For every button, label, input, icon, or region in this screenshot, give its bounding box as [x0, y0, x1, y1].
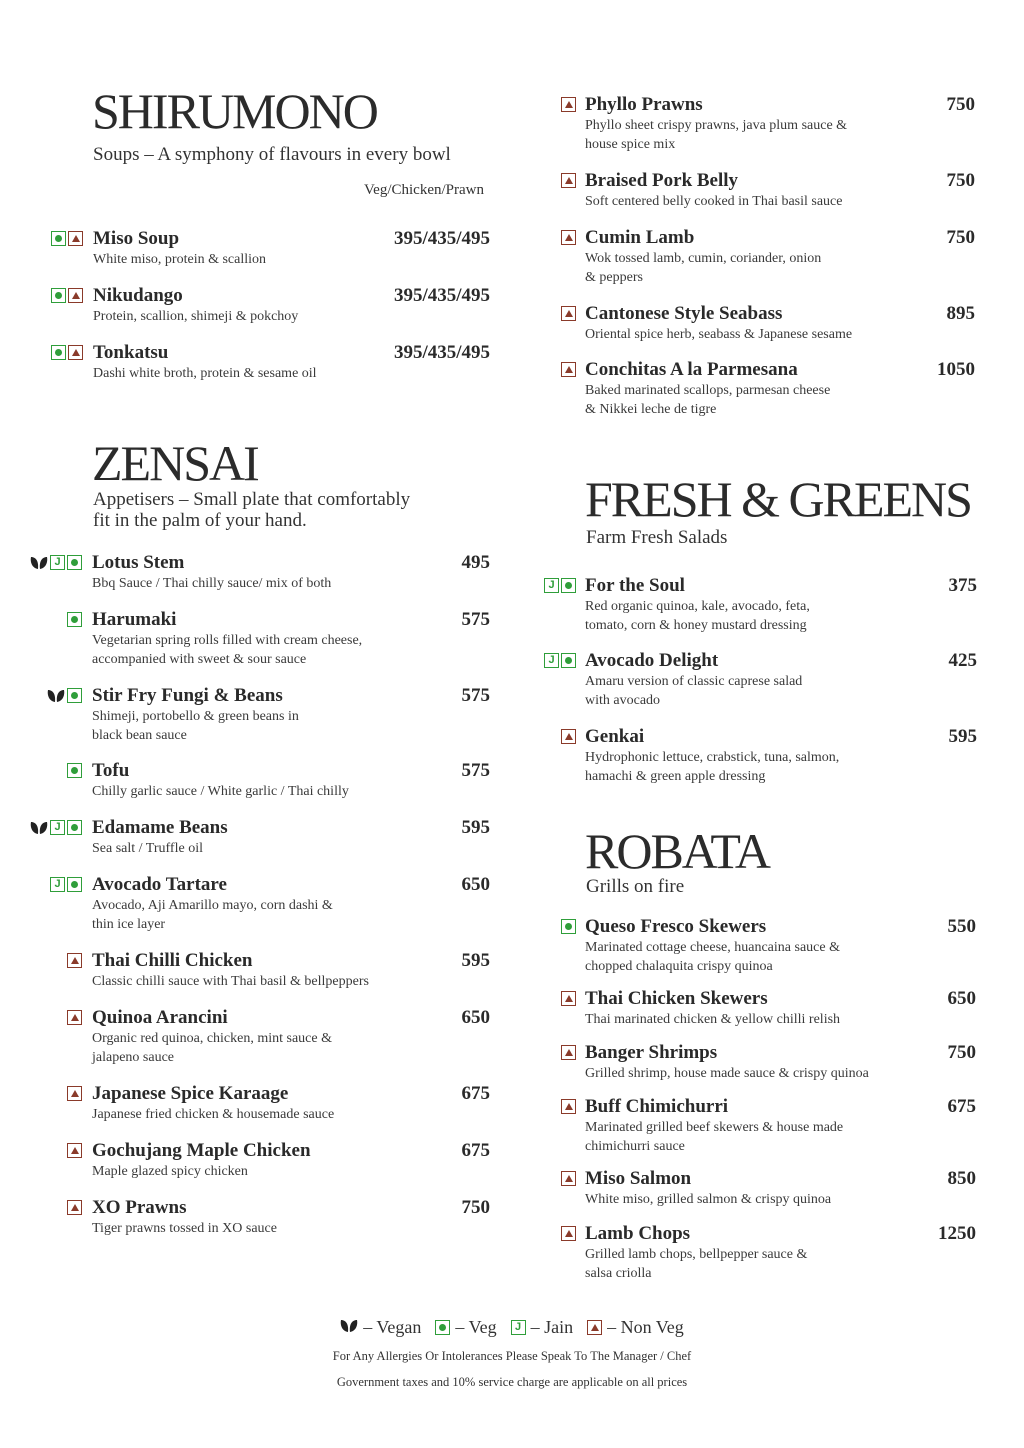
diet-legend — [0, 1314, 1024, 1340]
non-veg-icon — [67, 953, 82, 968]
item-price: 895 — [946, 303, 975, 324]
item-price: 750 — [461, 1197, 490, 1218]
veg-icon — [67, 555, 82, 570]
item-name: Japanese Spice Karaage — [92, 1083, 289, 1104]
section-subtitle: Appetisers – Small plate that comfortably fit in the palm of your hand. — [93, 489, 411, 531]
item-description: Thai marinated chicken & yellow chilli relish — [585, 1012, 841, 1027]
item-description: Japanese fried chicken & housemade sauce — [92, 1107, 335, 1122]
item-name: Thai Chilli Chicken — [92, 950, 253, 971]
non-veg-icon — [561, 1099, 576, 1114]
vegan-leaf-icon — [30, 555, 48, 570]
item-name: Gochujang Maple Chicken — [92, 1140, 311, 1161]
diet-icons — [0, 344, 83, 360]
item-name: Lotus Stem — [92, 552, 185, 573]
diet-icons — [0, 1085, 82, 1101]
diet-icons — [0, 1009, 82, 1025]
section-title: SHIRUMONO — [92, 83, 377, 139]
veg-icon — [67, 877, 82, 892]
item-name: Lamb Chops — [585, 1223, 691, 1244]
diet-icons — [512, 1225, 576, 1241]
item-name: Queso Fresco Skewers — [585, 916, 767, 937]
item-description: Amaru version of classic caprese salad with avocado — [585, 674, 803, 708]
item-description: Bbq Sauce / Thai chilly sauce/ mix of both — [92, 576, 332, 591]
section-subtitle: Soups – A symphony of flavours in every bowl — [93, 144, 451, 165]
vegan-leaf-icon — [47, 688, 65, 703]
item-description: Organic red quinoa, chicken, mint sauce & jalapeno sauce — [92, 1031, 332, 1065]
jain-icon: J — [50, 877, 65, 892]
item-price: 750 — [947, 1042, 976, 1063]
non-veg-icon — [561, 1045, 576, 1060]
diet-icons — [512, 1098, 576, 1114]
diet-icons — [512, 652, 576, 668]
item-name: Stir Fry Fungi & Beans — [92, 685, 283, 706]
diet-icons — [512, 1170, 576, 1186]
item-price: 595 — [461, 950, 490, 971]
non-veg-icon — [561, 230, 576, 245]
item-description: Grilled lamb chops, bellpepper sauce & salsa criolla — [585, 1247, 808, 1281]
item-price: 575 — [461, 609, 490, 630]
veg-icon — [561, 653, 576, 668]
item-price: 575 — [461, 685, 490, 706]
item-price: 675 — [461, 1083, 490, 1104]
veg-icon — [561, 578, 576, 593]
veg-icon — [67, 820, 82, 835]
veg-icon — [561, 919, 576, 934]
item-description: Marinated grilled beef skewers & house made chimichurri sauce — [585, 1120, 844, 1154]
item-price: 675 — [461, 1140, 490, 1161]
item-name: Banger Shrimps — [585, 1042, 718, 1063]
diet-icons — [0, 762, 82, 778]
diet-icons — [0, 876, 82, 892]
non-veg-icon — [68, 345, 83, 360]
veg-icon — [67, 763, 82, 778]
item-name: XO Prawns — [92, 1197, 187, 1218]
item-price: 650 — [461, 1007, 490, 1028]
legend-vegan — [340, 1317, 421, 1338]
item-price: 675 — [947, 1096, 976, 1117]
vegan-leaf-icon — [340, 1317, 358, 1338]
veg-icon — [67, 612, 82, 627]
item-description: Sea salt / Truffle oil — [92, 841, 203, 856]
diet-icons — [512, 990, 576, 1006]
item-name: Harumaki — [92, 609, 177, 630]
veg-icon — [435, 1320, 450, 1335]
legend-label: – Non Veg — [607, 1316, 684, 1337]
item-price: 395/435/495 — [393, 228, 490, 249]
item-name: Buff Chimichurri — [585, 1096, 729, 1117]
non-veg-icon — [587, 1320, 602, 1335]
item-name: Tonkatsu — [93, 342, 169, 363]
item-name: For the Soul — [585, 575, 685, 596]
diet-icons — [512, 96, 576, 112]
jain-icon: J — [544, 578, 559, 593]
item-description: Dashi white broth, protein & sesame oil — [93, 366, 317, 381]
non-veg-icon — [67, 1010, 82, 1025]
item-description: Oriental spice herb, seabass & Japanese sesame — [585, 327, 853, 342]
diet-icons — [0, 819, 82, 835]
item-description: Red organic quinoa, kale, avocado, feta, tomato, corn & honey mustard dressing — [585, 599, 810, 633]
section-title: ZENSAI — [92, 435, 258, 491]
legend-label: – Vegan — [363, 1316, 422, 1337]
non-veg-icon — [561, 1171, 576, 1186]
diet-icons — [512, 172, 576, 188]
diet-icons — [512, 229, 576, 245]
non-veg-icon — [68, 288, 83, 303]
diet-icons — [0, 611, 82, 627]
item-price: 1050 — [937, 359, 975, 380]
legend-jain — [511, 1317, 574, 1338]
item-price: 375 — [948, 575, 977, 596]
item-price: 550 — [947, 916, 976, 937]
jain-icon: J — [50, 820, 65, 835]
item-description: Shimeji, portobello & green beans in black bean sauce — [92, 709, 299, 743]
non-veg-icon — [561, 173, 576, 188]
diet-icons — [0, 1199, 82, 1215]
menu-footer — [0, 1314, 1024, 1392]
jain-icon: J — [511, 1320, 526, 1335]
item-name: Miso Salmon — [585, 1168, 692, 1189]
item-name: Cumin Lamb — [585, 227, 695, 248]
jain-icon: J — [50, 555, 65, 570]
allergy-note: For Any Allergies Or Intolerances Please Speak To The Manager / Chef — [332, 1349, 692, 1363]
item-description: Vegetarian spring rolls filled with cream cheese, accompanied with sweet & sour sauce — [92, 633, 363, 667]
item-name: Phyllo Prawns — [585, 94, 703, 115]
item-description: Maple glazed spicy chicken — [92, 1164, 248, 1179]
item-price: 1250 — [938, 1223, 976, 1244]
item-name: Conchitas A la Parmesana — [585, 359, 798, 380]
diet-icons — [0, 687, 82, 703]
non-veg-icon — [561, 362, 576, 377]
item-name: Avocado Delight — [585, 650, 719, 671]
item-price: 650 — [947, 988, 976, 1009]
diet-icons — [512, 728, 576, 744]
item-description: Phyllo sheet crispy prawns, java plum sauce & house spice mix — [585, 118, 848, 152]
item-description: Soft centered belly cooked in Thai basil sauce — [585, 194, 843, 209]
item-name: Tofu — [92, 760, 130, 781]
item-name: Genkai — [585, 726, 645, 747]
item-description: Avocado, Aji Amarillo mayo, corn dashi & thin ice layer — [92, 898, 333, 932]
item-price: 395/435/495 — [393, 342, 490, 363]
non-veg-icon — [561, 991, 576, 1006]
diet-icons — [0, 230, 83, 246]
non-veg-icon — [67, 1143, 82, 1158]
item-price: 595 — [948, 726, 977, 747]
item-name: Thai Chicken Skewers — [585, 988, 768, 1009]
section-title: FRESH & GREENS — [585, 471, 971, 527]
vegan-leaf-icon — [30, 820, 48, 835]
diet-icons — [0, 1142, 82, 1158]
item-price: 575 — [461, 760, 490, 781]
item-price: 395/435/495 — [393, 285, 490, 306]
item-name: Quinoa Arancini — [92, 1007, 228, 1028]
item-description: Chilly garlic sauce / White garlic / Thai chilly — [92, 784, 349, 799]
item-description: White miso, protein & scallion — [93, 252, 267, 267]
price-variant-note: Veg/Chicken/Prawn — [364, 182, 484, 198]
non-veg-icon — [561, 729, 576, 744]
item-name: Braised Pork Belly — [585, 170, 739, 191]
non-veg-icon — [67, 1086, 82, 1101]
diet-icons — [512, 577, 576, 593]
legend-label: – Jain — [530, 1316, 574, 1337]
item-name: Nikudango — [93, 285, 183, 306]
diet-icons — [0, 287, 83, 303]
item-price: 850 — [947, 1168, 976, 1189]
item-name: Edamame Beans — [92, 817, 228, 838]
jain-icon: J — [544, 653, 559, 668]
item-description: Wok tossed lamb, cumin, coriander, onion & peppers — [585, 251, 822, 285]
diet-icons — [512, 918, 576, 934]
item-description: Hydrophonic lettuce, crabstick, tuna, salmon, hamachi & green apple dressing — [585, 750, 840, 784]
item-description: Baked marinated scallops, parmesan cheese & Nikkei leche de tigre — [585, 383, 831, 417]
item-price: 750 — [946, 227, 975, 248]
tax-note: Government taxes and 10% service charge are applicable on all prices — [336, 1375, 688, 1389]
item-description: Classic chilli sauce with Thai basil & bellpeppers — [92, 974, 369, 989]
item-name: Cantonese Style Seabass — [585, 303, 783, 324]
diet-icons — [512, 1044, 576, 1060]
item-price: 750 — [946, 94, 975, 115]
diet-icons — [0, 952, 82, 968]
diet-icons — [512, 305, 576, 321]
diet-icons — [0, 554, 82, 570]
item-price: 595 — [461, 817, 490, 838]
legend-nonveg — [587, 1317, 684, 1338]
item-name: Miso Soup — [93, 228, 180, 249]
veg-icon — [51, 231, 66, 246]
non-veg-icon — [561, 97, 576, 112]
veg-icon — [51, 345, 66, 360]
legend-label: – Veg — [455, 1316, 497, 1337]
section-subtitle: Farm Fresh Salads — [586, 527, 728, 548]
item-description: White miso, grilled salmon & crispy quinoa — [585, 1192, 832, 1207]
non-veg-icon — [67, 1200, 82, 1215]
item-price: 425 — [948, 650, 977, 671]
item-description: Grilled shrimp, house made sauce & crispy quinoa — [585, 1066, 869, 1081]
section-title: ROBATA — [585, 823, 770, 879]
item-price: 750 — [946, 170, 975, 191]
item-price: 495 — [461, 552, 490, 573]
section-subtitle: Grills on fire — [586, 876, 685, 897]
item-name: Avocado Tartare — [92, 874, 227, 895]
veg-icon — [51, 288, 66, 303]
non-veg-icon — [561, 1226, 576, 1241]
veg-icon — [67, 688, 82, 703]
non-veg-icon — [68, 231, 83, 246]
non-veg-icon — [561, 306, 576, 321]
item-description: Marinated cottage cheese, huancaina sauce & chopped chalaquita crispy quinoa — [585, 940, 840, 974]
item-description: Protein, scallion, shimeji & pokchoy — [93, 309, 299, 324]
diet-icons — [512, 361, 576, 377]
legend-veg — [435, 1317, 496, 1338]
item-price: 650 — [461, 874, 490, 895]
item-description: Tiger prawns tossed in XO sauce — [92, 1221, 277, 1236]
